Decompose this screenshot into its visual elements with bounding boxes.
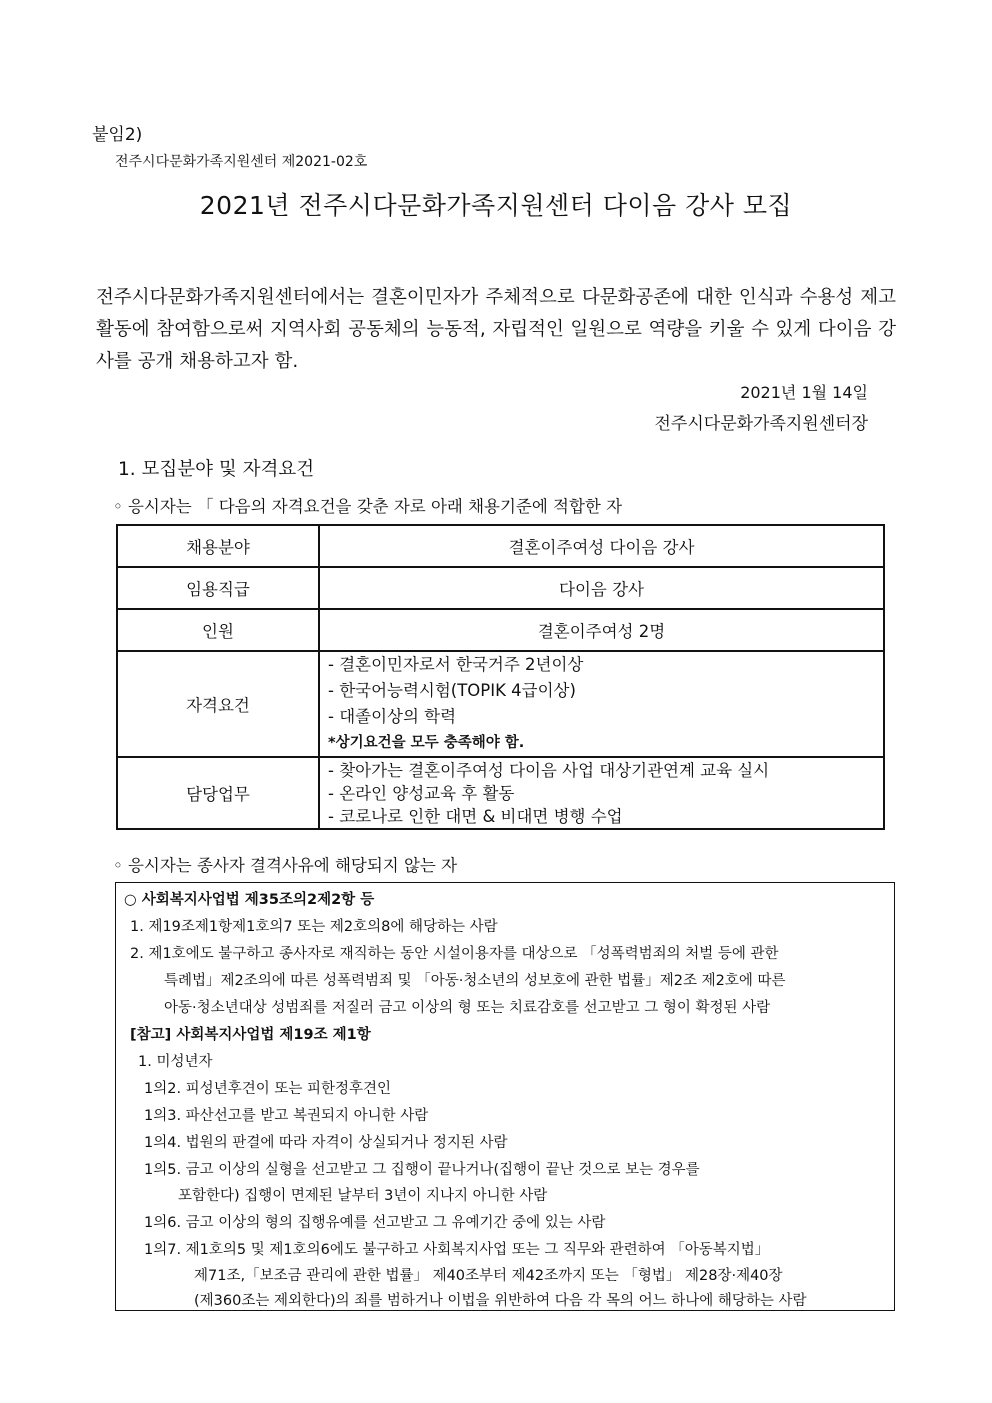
recruitment-table xyxy=(116,524,885,830)
intro-paragraph: 전주시다문화가족지원센터에서는 결혼이민자가 주체적으로 다문화공존에 대한 인식과 수용성 제고 활동에 참여함으로써 지역사회 공동체의 능동적, 자립적인 일원으로 역량을 키울 수 있게 다이음 강사를 공개 채용하고자 함. xyxy=(96,287,896,372)
qualification-note: *상기요건을 모두 충족해야 함. xyxy=(328,735,525,751)
grade-value: 다이음 강사 xyxy=(319,567,884,609)
list-item: - 찾아가는 결혼이주여성 다이음 사업 대상기관연계 교육 실시 xyxy=(328,760,770,780)
qualification-list xyxy=(319,651,884,757)
table-row xyxy=(117,525,884,567)
list-item: 1. 제19조제1항제1호의7 또는 제2호의8에 해당하는 사람 xyxy=(130,919,498,935)
field-label: 채용분야 xyxy=(117,525,319,567)
document-number: 전주시다문화가족지원센터 제2021-02호 xyxy=(115,154,368,170)
list-item: 아동·청소년대상 성범죄를 저질러 금고 이상의 형 또는 치료감호를 선고받고 그 형이 확정된 사람 xyxy=(164,1000,771,1016)
table-row xyxy=(117,567,884,609)
table-row xyxy=(117,757,884,829)
headcount-label: 인원 xyxy=(117,609,319,651)
list-item: 1의6. 금고 이상의 형의 집행유예를 선고받고 그 유예기간 중에 있는 사람 xyxy=(144,1215,606,1231)
table-row xyxy=(117,651,884,757)
list-item: - 온라인 양성교육 후 활동 xyxy=(328,783,515,803)
list-item: 2. 제1호에도 불구하고 종사자로 재직하는 동안 시설이용자를 대상으로 「성폭력범죄의 처벌 등에 관한 xyxy=(130,946,779,962)
list-item: 1. 미성년자 xyxy=(138,1054,213,1070)
applicant-criteria-bullet: ◦ 응시자는 「 다음의 자격요건을 갖춘 자로 아래 채용기준에 적합한 자 xyxy=(113,497,623,516)
disqualification-bullet: ◦ 응시자는 종사자 결격사유에 해당되지 않는 자 xyxy=(113,856,458,875)
table-row xyxy=(117,609,884,651)
list-item: 1의2. 피성년후견이 또는 피한정후견인 xyxy=(144,1081,391,1097)
list-item: 특례법」제2조의에 따른 성폭력범죄 및 「아동·청소년의 성보호에 관한 법률」제2조 제2호에 따른 xyxy=(164,973,786,989)
duty-label: 담당업무 xyxy=(117,757,319,829)
signer: 전주시다문화가족지원센터장 xyxy=(654,414,868,434)
list-item: 1의7. 제1호의5 및 제1호의6에도 불구하고 사회복지사업 또는 그 직무와 관련하여 「아동복지법」 xyxy=(144,1242,770,1258)
qualification-label: 자격요건 xyxy=(117,651,319,757)
list-item: - 대졸이상의 학력 xyxy=(328,707,457,726)
field-value: 결혼이주여성 다이음 강사 xyxy=(319,525,884,567)
duty-list xyxy=(319,757,884,829)
law-heading: ○ 사회복지사업법 제35조의2제2항 등 xyxy=(124,892,375,908)
list-item: - 한국어능력시험(TOPIK 4급이상) xyxy=(328,681,576,700)
page-title: 2021년 전주시다문화가족지원센터 다이음 강사 모집 xyxy=(199,191,793,220)
disqualification-box xyxy=(115,882,895,1311)
list-item: 1의4. 법원의 판결에 따라 자격이 상실되거나 정지된 사람 xyxy=(144,1135,508,1151)
section-heading: 1. 모집분야 및 자격요건 xyxy=(118,459,315,480)
headcount-value: 결혼이주여성 2명 xyxy=(319,609,884,651)
list-item: - 결혼이민자로서 한국거주 2년이상 xyxy=(328,655,584,674)
list-item: 1의3. 파산선고를 받고 복권되지 아니한 사람 xyxy=(144,1108,429,1124)
grade-label: 임용직급 xyxy=(117,567,319,609)
reference-heading: [참고] 사회복지사업법 제19조 제1항 xyxy=(130,1027,371,1043)
list-item: 제71조,「보조금 관리에 관한 법률」 제40조부터 제42조까지 또는 「형법」 제28장·제40장 xyxy=(194,1268,783,1284)
list-item: 1의5. 금고 이상의 실형을 선고받고 그 집행이 끝나거나(집행이 끝난 것으로 보는 경우를 xyxy=(144,1162,700,1178)
list-item: - 코로나로 인한 대면 & 비대면 병행 수업 xyxy=(328,806,623,826)
attachment-label: 붙임2) xyxy=(92,125,143,145)
list-item: (제360조는 제외한다)의 죄를 범하거나 이법을 위반하여 다음 각 목의 어느 하나에 해당하는 사람 xyxy=(194,1293,807,1309)
list-item: 포함한다) 집행이 면제된 날부터 3년이 지나지 아니한 사람 xyxy=(178,1188,548,1204)
announcement-date: 2021년 1월 14일 xyxy=(740,383,868,402)
